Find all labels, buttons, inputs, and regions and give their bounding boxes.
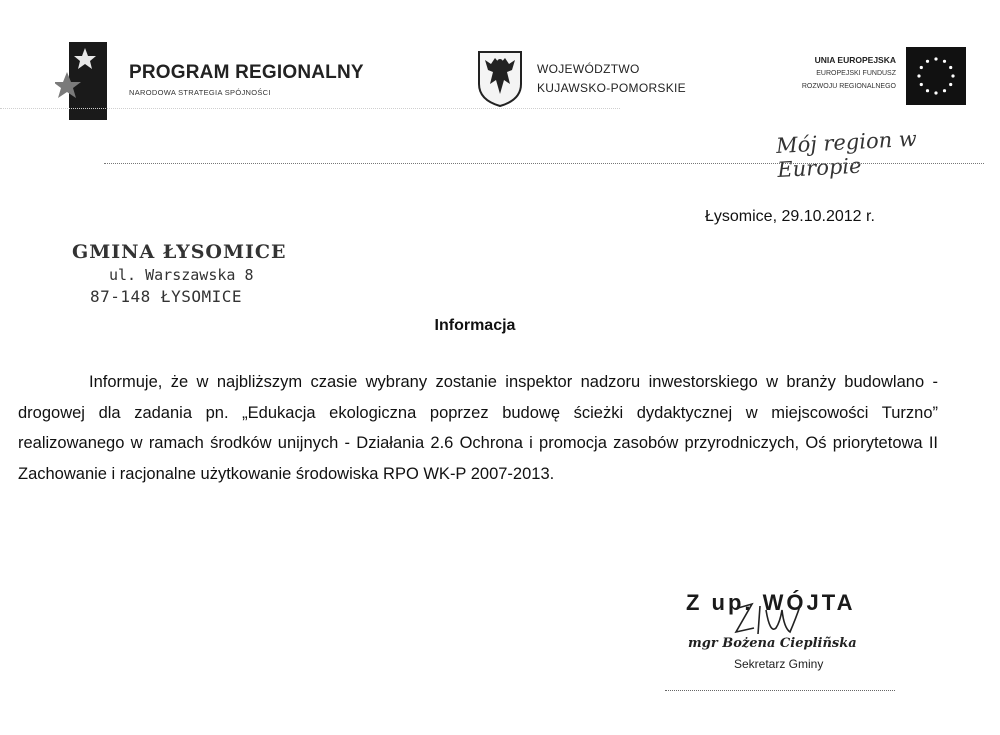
voivodeship-name-line1: WOJEWÓDZTWO — [537, 62, 640, 76]
voivodeship-name-line2: KUJAWSKO-POMORSKIE — [537, 81, 686, 95]
place-and-date: Łysomice, 29.10.2012 r. — [705, 208, 875, 225]
signatory-position: Sekretarz Gminy — [734, 657, 824, 671]
header-divider — [104, 163, 984, 164]
stamp-authority: Z up. WÓJTA — [686, 590, 856, 615]
eu-label-line3: ROZWOJU REGIONALNEGO — [801, 83, 896, 90]
motto: Mój region w Europie — [775, 126, 918, 182]
eu-label-line1: UNIA EUROPEJSKA — [814, 55, 896, 65]
letter-body: Informuje, że w najbliższym czasie wybrany zostanie inspektor nadzoru inwestorskiego w branży budowlano - drogowej dla zadania pn. „Edukacja ekologiczna poprzez budowę ścieżki dydaktycznej w miejscowości Turzno” realizowanego w ramach środków unijnych - Działania 2.6 Ochrona i promocja zasobów przyrodniczych, Oś priorytetowa II Zachowanie i racjonalne użytkowanie środowiska RPO WK-P 2007-2013. — [18, 373, 938, 483]
document-title: Informacja — [434, 317, 516, 334]
program-title: PROGRAM REGIONALNY — [129, 62, 364, 83]
eu-label-line2: EUROPEJSKI FUNDUSZ — [816, 70, 896, 77]
voivodeship-crest-icon — [477, 50, 523, 108]
sender-postal: 87-148 ŁYSOMICE — [90, 287, 242, 306]
sender-name: GMINA ŁYSOMICE — [72, 241, 287, 263]
eu-flag-icon — [906, 47, 966, 105]
signature-line — [665, 690, 895, 691]
signatory-name: mgr Bożena Ciepliñska — [688, 636, 857, 651]
sender-street: ul. Warszawska 8 — [109, 266, 254, 284]
program-subtitle: NARODOWA STRATEGIA SPÓJNOŚCI — [129, 88, 271, 97]
scan-artifact-line — [0, 108, 620, 109]
